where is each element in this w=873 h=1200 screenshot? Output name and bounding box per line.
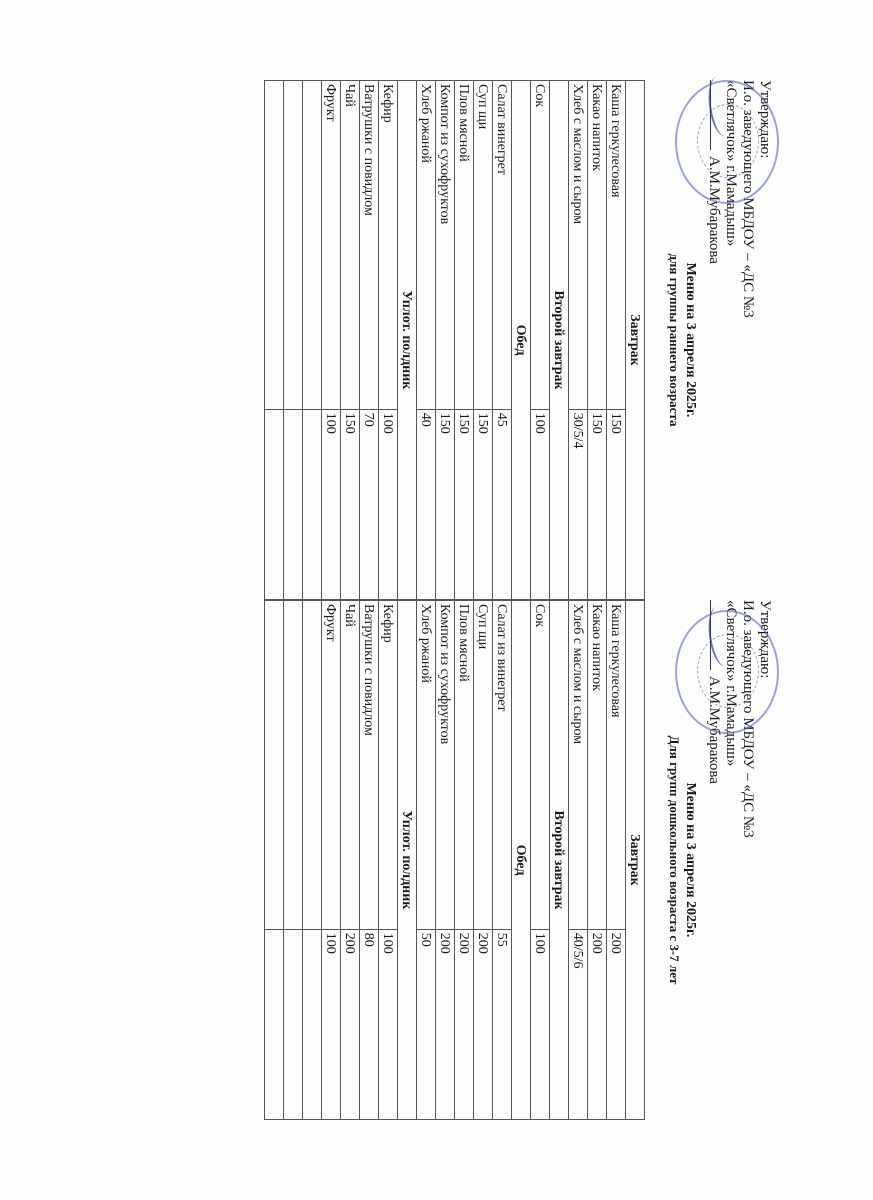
approval-heading: Утверждаю: xyxy=(757,600,773,679)
table-row xyxy=(569,81,588,600)
table-row xyxy=(455,601,474,1120)
table-row xyxy=(531,81,550,600)
dish-name: Сок xyxy=(531,81,550,410)
portion-size: 45 xyxy=(493,409,512,599)
menu-title: Меню на 3 апреля 2025г. xyxy=(683,782,698,938)
table-row xyxy=(417,81,436,600)
signatory-name: А.М.Мубаракова xyxy=(706,676,722,784)
section-row xyxy=(398,601,417,1120)
portion-size: 200 xyxy=(474,929,493,1119)
section-heading: Обед xyxy=(512,81,531,600)
approval-organization: «Светлячок» г.Мамадыш» xyxy=(723,80,739,247)
dish-name: Какао напиток xyxy=(588,601,607,930)
dish-name: Суп щи xyxy=(474,601,493,930)
approval-organization: «Светлячок» г.Мамадыш» xyxy=(723,600,739,767)
portion-size: 55 xyxy=(493,929,512,1119)
table-row xyxy=(303,81,322,600)
section-heading: Обед xyxy=(512,601,531,1120)
table-row xyxy=(436,601,455,1120)
table-row xyxy=(341,81,360,600)
table-row xyxy=(607,81,626,600)
dish-name: Ватрушки с повидлом xyxy=(360,81,379,410)
dish-name: Хлеб ржаной xyxy=(417,81,436,410)
approval-heading: Утверждаю: xyxy=(757,80,773,159)
dish-name xyxy=(303,81,322,410)
portion-size: 100 xyxy=(322,929,341,1119)
dish-name: Каша геркулесовая xyxy=(607,81,626,410)
portion-size: 100 xyxy=(531,929,550,1119)
dish-name: Сок xyxy=(531,601,550,930)
portion-size: 150 xyxy=(341,409,360,599)
portion-size: 150 xyxy=(607,409,626,599)
section-heading: Завтрак xyxy=(626,601,645,1120)
dish-name: Кефир xyxy=(379,81,398,410)
table-row xyxy=(569,601,588,1120)
portion-size xyxy=(303,409,322,599)
dish-name xyxy=(265,81,284,410)
section-heading: Уплот. полдник xyxy=(398,81,417,600)
portion-size: 100 xyxy=(379,929,398,1119)
section-row xyxy=(398,81,417,600)
dish-name: Суп щи xyxy=(474,81,493,410)
table-row xyxy=(531,601,550,1120)
dish-name: Чай xyxy=(341,601,360,930)
section-row xyxy=(626,81,645,600)
portion-size: 200 xyxy=(341,929,360,1119)
approval-position: И.о. заведующего МБДОУ – «ДС №3 xyxy=(740,80,756,318)
menu-table-right xyxy=(264,600,645,1120)
portion-size xyxy=(265,409,284,599)
table-row xyxy=(455,81,474,600)
dish-name xyxy=(265,601,284,930)
table-row xyxy=(341,601,360,1120)
section-row xyxy=(550,81,569,600)
portion-size xyxy=(303,929,322,1119)
table-row xyxy=(284,81,303,600)
dish-name: Хлеб ржаной xyxy=(417,601,436,930)
menu-subtitle: для группы раннего возраста xyxy=(667,253,682,427)
table-row xyxy=(265,601,284,1120)
section-row xyxy=(626,601,645,1120)
section-row xyxy=(512,601,531,1120)
dish-name xyxy=(284,81,303,410)
dish-name: Салат из винегрет xyxy=(493,601,512,930)
portion-size: 150 xyxy=(436,409,455,599)
portion-size: 30/5/4 xyxy=(569,409,588,599)
section-row xyxy=(550,601,569,1120)
table-row xyxy=(588,81,607,600)
section-heading: Завтрак xyxy=(626,81,645,600)
portion-size: 70 xyxy=(360,409,379,599)
dish-name: Плов мясной xyxy=(455,81,474,410)
approval-signatory xyxy=(705,600,722,1120)
table-row xyxy=(474,601,493,1120)
portion-size: 200 xyxy=(607,929,626,1119)
dish-name: Хлеб с маслом и сыром xyxy=(569,81,588,410)
table-row xyxy=(322,81,341,600)
menu-title: Меню на 3 апреля 2025г. xyxy=(683,262,698,418)
table-row xyxy=(588,601,607,1120)
table-row xyxy=(493,601,512,1120)
table-row xyxy=(417,601,436,1120)
dish-name: Хлеб с маслом и сыром xyxy=(569,601,588,930)
approval-position: И.о. заведующего МБДОУ – «ДС №3 xyxy=(740,600,756,838)
table-row xyxy=(379,601,398,1120)
approval-block-right xyxy=(705,600,773,1120)
section-heading: Уплот. полдник xyxy=(398,601,417,1120)
portion-size: 200 xyxy=(588,929,607,1119)
table-row xyxy=(493,81,512,600)
dish-name: Кефир xyxy=(379,601,398,930)
portion-size: 100 xyxy=(322,409,341,599)
table-row xyxy=(303,601,322,1120)
table-row xyxy=(322,601,341,1120)
portion-size: 80 xyxy=(360,929,379,1119)
signatory-name: А.М.Мубаракова xyxy=(706,156,722,264)
dish-name: Компот из сухофруктов xyxy=(436,601,455,930)
dish-name: Фрукт xyxy=(322,81,341,410)
table-row xyxy=(360,601,379,1120)
portion-size xyxy=(265,929,284,1119)
portion-size: 100 xyxy=(531,409,550,599)
table-row xyxy=(379,81,398,600)
menu-table-left xyxy=(264,80,645,600)
portion-size: 100 xyxy=(379,409,398,599)
dish-name xyxy=(284,601,303,930)
dish-name: Плов мясной xyxy=(455,601,474,930)
section-heading: Второй завтрак xyxy=(550,601,569,1120)
menu-preschool xyxy=(264,600,773,1120)
portion-size: 150 xyxy=(588,409,607,599)
portion-size xyxy=(284,929,303,1119)
portion-size: 40 xyxy=(417,409,436,599)
portion-size: 200 xyxy=(455,929,474,1119)
dish-name: Ватрушки с повидлом xyxy=(360,601,379,930)
dish-name: Салат винегрет xyxy=(493,81,512,410)
portion-size: 150 xyxy=(474,409,493,599)
table-row xyxy=(474,81,493,600)
portion-size: 200 xyxy=(436,929,455,1119)
dish-name: Компот из сухофруктов xyxy=(436,81,455,410)
dish-name: Каша геркулесовая xyxy=(607,601,626,930)
table-row xyxy=(607,601,626,1120)
portion-size: 40/5/6 xyxy=(569,929,588,1119)
table-row xyxy=(436,81,455,600)
approval-signatory xyxy=(705,80,722,600)
dish-name xyxy=(303,601,322,930)
dish-name: Чай xyxy=(341,81,360,410)
section-heading: Второй завтрак xyxy=(550,81,569,600)
portion-size: 50 xyxy=(417,929,436,1119)
table-row xyxy=(360,81,379,600)
table-row xyxy=(265,81,284,600)
section-row xyxy=(512,81,531,600)
portion-size: 150 xyxy=(455,409,474,599)
table-row xyxy=(284,601,303,1120)
dish-name: Какао напиток xyxy=(588,81,607,410)
approval-block-left xyxy=(705,80,773,600)
menu-subtitle: Для групп дошкольного возраста с 3-7 лет xyxy=(667,735,682,985)
menu-early-age xyxy=(264,80,773,600)
portion-size xyxy=(284,409,303,599)
dish-name: Фрукт xyxy=(322,601,341,930)
